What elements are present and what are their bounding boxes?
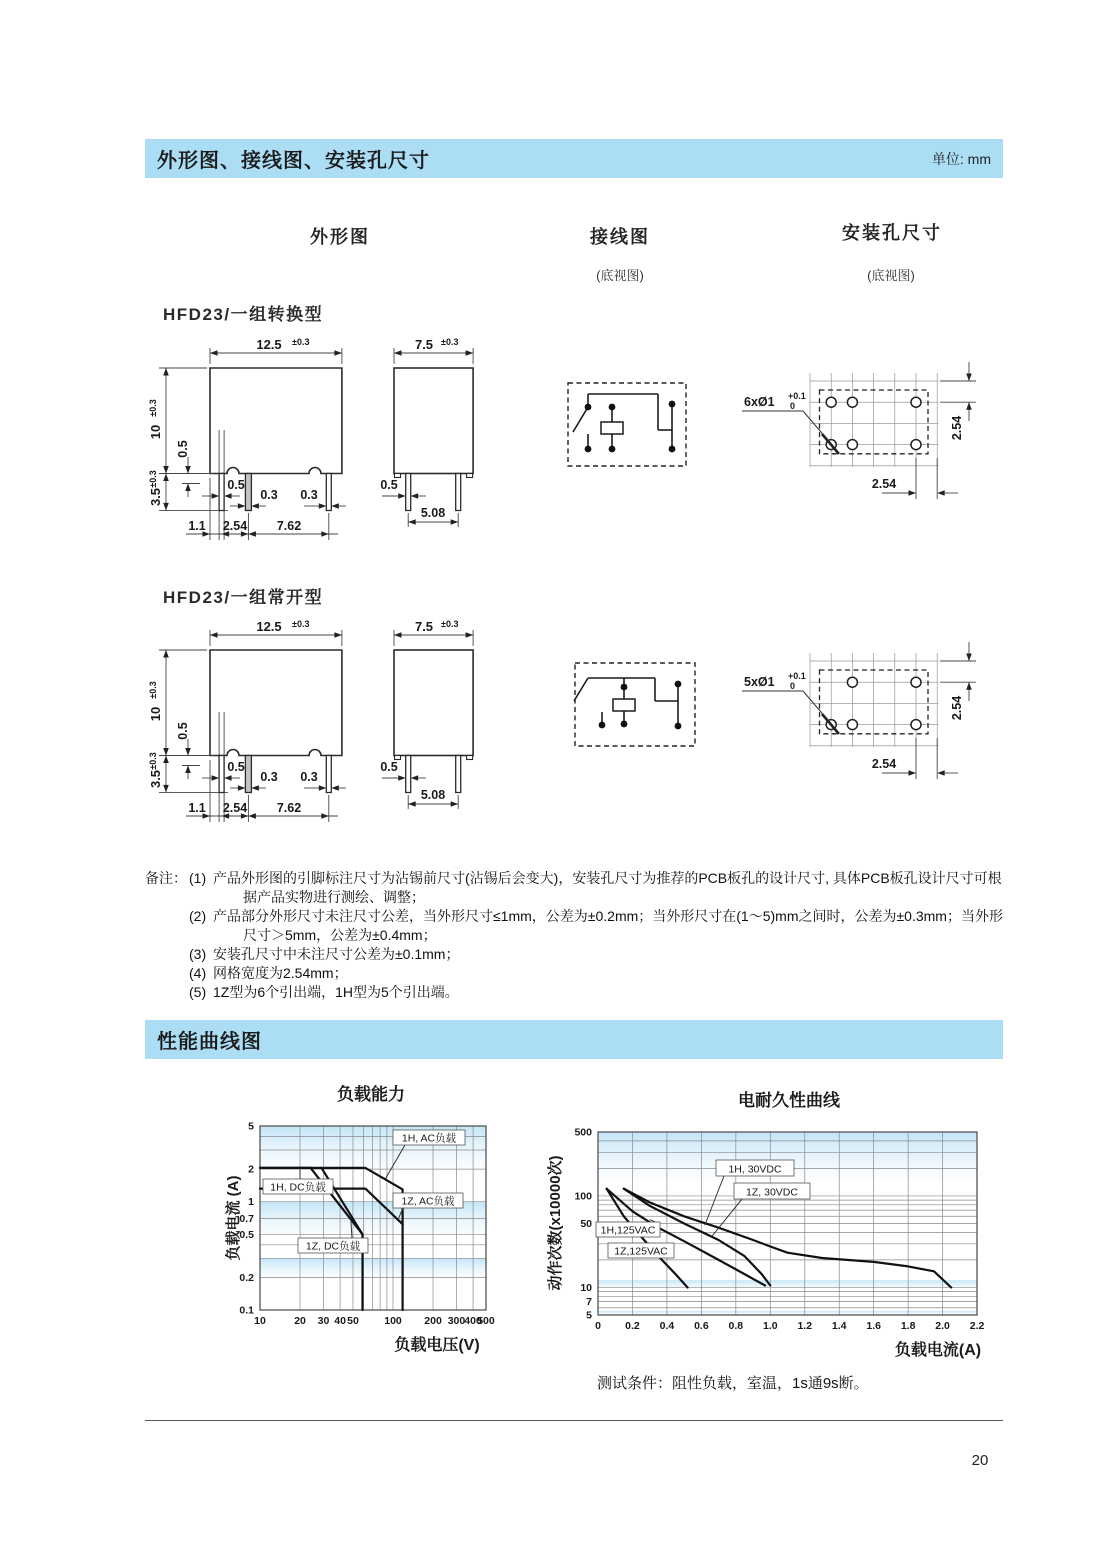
- test-condition: 测试条件：阻性负载，室温，1s通9s断。: [597, 1375, 869, 1392]
- svg-text:7.62: 7.62: [276, 801, 302, 815]
- svg-text:0.5: 0.5: [227, 478, 245, 492]
- svg-text:±0.3: ±0.3: [292, 619, 310, 629]
- svg-text:5.08: 5.08: [420, 506, 446, 520]
- svg-text:+0.1: +0.1: [788, 391, 806, 401]
- svg-text:2.54: 2.54: [871, 757, 897, 771]
- unit-label: 单位: mm: [931, 150, 991, 167]
- svg-text:±0.3: ±0.3: [148, 470, 158, 488]
- notes-block: [145, 869, 1005, 1002]
- svg-text:0.6: 0.6: [694, 1320, 709, 1332]
- model-title-1h: HFD23/一组常开型: [163, 588, 324, 607]
- svg-text:1H, DC负载: 1H, DC负载: [270, 1181, 326, 1194]
- svg-text:2.0: 2.0: [935, 1320, 950, 1332]
- svg-text:±0.3: ±0.3: [441, 337, 459, 347]
- svg-text:1H, AC负载: 1H, AC负载: [401, 1132, 457, 1145]
- svg-text:12.5: 12.5: [256, 337, 282, 352]
- svg-text:负载电压(V): 负载电压(V): [394, 1337, 480, 1354]
- svg-text:1.6: 1.6: [866, 1320, 881, 1332]
- note-text: 1Z型为6个引出端，1H型为5个引出端。: [213, 984, 459, 1000]
- svg-text:0.5: 0.5: [380, 760, 398, 774]
- svg-text:3.5: 3.5: [148, 769, 163, 789]
- svg-text:500: 500: [477, 1315, 495, 1327]
- svg-text:20: 20: [294, 1315, 306, 1327]
- note-number: (4): [189, 965, 207, 981]
- svg-text:0.2: 0.2: [625, 1320, 640, 1332]
- svg-text:0.5: 0.5: [239, 1228, 254, 1241]
- note-text: 网格宽度为2.54mm；: [213, 965, 348, 981]
- svg-text:5xØ1: 5xØ1: [744, 675, 775, 689]
- svg-text:0.3: 0.3: [300, 488, 318, 502]
- svg-text:1.4: 1.4: [831, 1320, 847, 1332]
- svg-text:2: 2: [248, 1163, 254, 1176]
- page-number: 20: [971, 1452, 989, 1469]
- note-item: [189, 964, 1003, 983]
- svg-text:1.0: 1.0: [762, 1320, 778, 1332]
- svg-text:200: 200: [424, 1315, 442, 1327]
- svg-text:±0.3: ±0.3: [148, 752, 158, 770]
- svg-text:1.2: 1.2: [797, 1320, 813, 1332]
- svg-text:0.2: 0.2: [239, 1271, 254, 1284]
- svg-text:1H, 30VDC: 1H, 30VDC: [728, 1163, 782, 1176]
- svg-text:1Z, DC负载: 1Z, DC负载: [305, 1240, 361, 1253]
- svg-text:负载能力: 负载能力: [337, 1085, 405, 1104]
- svg-text:10: 10: [580, 1281, 592, 1294]
- section-header-dimensions: [145, 139, 1003, 178]
- svg-text:5: 5: [586, 1309, 592, 1322]
- load-capacity-chart: [224, 1084, 495, 1354]
- svg-text:30: 30: [317, 1315, 330, 1327]
- svg-text:1: 1: [248, 1196, 254, 1209]
- svg-text:10: 10: [148, 424, 163, 440]
- svg-text:5: 5: [248, 1120, 254, 1133]
- note-item: [189, 945, 1003, 964]
- svg-text:7: 7: [586, 1296, 592, 1309]
- svg-text:0: 0: [790, 401, 796, 411]
- svg-text:50: 50: [347, 1315, 359, 1327]
- note-item: [189, 983, 1003, 1002]
- note-number: (2): [189, 908, 207, 924]
- note-item: [189, 869, 1003, 907]
- svg-text:负载电流 (A): 负载电流 (A): [225, 1175, 242, 1261]
- section-title: 外形图、接线图、安装孔尺寸: [157, 150, 430, 172]
- svg-text:0.5: 0.5: [380, 478, 398, 492]
- svg-text:0.3: 0.3: [260, 770, 278, 784]
- svg-text:0.8: 0.8: [728, 1320, 744, 1332]
- note-number: (5): [189, 984, 207, 1000]
- svg-text:50: 50: [580, 1218, 592, 1230]
- svg-text:±0.3: ±0.3: [292, 337, 310, 347]
- svg-text:1Z, AC负载: 1Z, AC负载: [401, 1195, 455, 1208]
- svg-text:12.5: 12.5: [256, 619, 282, 634]
- svg-text:动作次数(x10000次): 动作次数(x10000次): [547, 1155, 564, 1291]
- svg-text:7.62: 7.62: [276, 519, 302, 533]
- svg-text:1H,125VAC: 1H,125VAC: [600, 1224, 656, 1237]
- svg-text:1.1: 1.1: [188, 519, 206, 533]
- wiring-diagram-1h: [574, 663, 695, 746]
- svg-text:0.5: 0.5: [176, 440, 190, 458]
- svg-text:0.4: 0.4: [659, 1320, 675, 1332]
- svg-text:±0.3: ±0.3: [148, 399, 158, 417]
- svg-text:+0.1: +0.1: [788, 671, 806, 681]
- svg-text:7.5: 7.5: [414, 619, 434, 634]
- column-subheader-wiring-view: (底视图): [596, 268, 644, 283]
- svg-text:0: 0: [790, 681, 796, 691]
- svg-text:10: 10: [254, 1315, 266, 1327]
- wiring-diagram-1z: [568, 383, 686, 466]
- column-subheader-mounting-view: (底视图): [867, 268, 915, 283]
- svg-text:0.5: 0.5: [227, 760, 245, 774]
- svg-text:0.5: 0.5: [176, 722, 190, 740]
- svg-text:2.54: 2.54: [950, 415, 964, 441]
- column-header-outline: 外形图: [310, 227, 370, 247]
- notes-list: [189, 869, 1003, 1002]
- column-header-wiring: 接线图: [590, 227, 650, 247]
- svg-text:100: 100: [384, 1315, 402, 1327]
- svg-text:300: 300: [447, 1315, 466, 1327]
- note-item: [189, 907, 1003, 945]
- svg-text:0.3: 0.3: [260, 488, 278, 502]
- outline-drawing-1z: [148, 337, 473, 540]
- svg-text:1.8: 1.8: [900, 1320, 916, 1332]
- svg-text:6xØ1: 6xØ1: [744, 395, 775, 409]
- svg-text:0.7: 0.7: [239, 1212, 254, 1225]
- svg-text:0: 0: [595, 1320, 601, 1332]
- svg-text:100: 100: [574, 1190, 592, 1203]
- svg-text:0.1: 0.1: [239, 1304, 254, 1317]
- svg-text:10: 10: [148, 706, 163, 722]
- svg-text:40: 40: [334, 1315, 346, 1327]
- note-text: 产品部分外形尺寸未注尺寸公差，当外形尺寸≤1mm，公差为±0.2mm；当外形尺寸在(1～5)mm之间时，公差为±0.3mm；当外形尺寸＞5mm，公差为±0.4mm；: [213, 908, 1003, 943]
- model-title-1z: HFD23/一组转换型: [163, 305, 324, 324]
- svg-text:2.54: 2.54: [950, 695, 964, 721]
- svg-text:电耐久性曲线: 电耐久性曲线: [738, 1091, 840, 1110]
- note-text: 产品外形图的引脚标注尺寸为沾锡前尺寸(沾锡后会变大)，安装孔尺寸为推荐的PCB板孔的设计尺寸, 具体PCB板孔设计尺寸可根据产品实物进行测绘、调整；: [213, 870, 1002, 905]
- svg-text:7.5: 7.5: [414, 337, 434, 352]
- svg-text:1Z,125VAC: 1Z,125VAC: [614, 1245, 668, 1258]
- svg-text:0.3: 0.3: [300, 770, 318, 784]
- notes-label: 备注：: [145, 870, 187, 886]
- footer-divider: [145, 1420, 1003, 1421]
- note-text: 安装孔尺寸中未注尺寸公差为±0.1mm；: [213, 946, 460, 962]
- mounting-holes-1z: [742, 362, 976, 499]
- svg-text:3.5: 3.5: [148, 487, 163, 507]
- svg-text:±0.3: ±0.3: [441, 619, 459, 629]
- svg-text:2.2: 2.2: [969, 1320, 985, 1332]
- svg-text:5.08: 5.08: [420, 788, 446, 802]
- svg-text:1.1: 1.1: [188, 801, 206, 815]
- svg-text:2.54: 2.54: [871, 477, 897, 491]
- svg-text:500: 500: [574, 1126, 592, 1139]
- section-header-curves: [145, 1020, 1003, 1059]
- svg-text:±0.3: ±0.3: [148, 681, 158, 699]
- note-number: (3): [189, 946, 207, 962]
- curves-section-title: 性能曲线图: [157, 1031, 262, 1053]
- svg-text:400: 400: [464, 1315, 482, 1327]
- endurance-chart: [546, 1090, 985, 1359]
- note-number: (1): [189, 870, 207, 886]
- svg-text:2.54: 2.54: [222, 519, 248, 533]
- column-header-mounting: 安装孔尺寸: [842, 223, 942, 243]
- mounting-holes-1h: [742, 642, 976, 779]
- svg-text:负载电流(A): 负载电流(A): [894, 1342, 982, 1359]
- svg-text:1Z, 30VDC: 1Z, 30VDC: [746, 1186, 798, 1199]
- outline-drawing-1h: [148, 619, 473, 822]
- svg-text:2.54: 2.54: [222, 801, 248, 815]
